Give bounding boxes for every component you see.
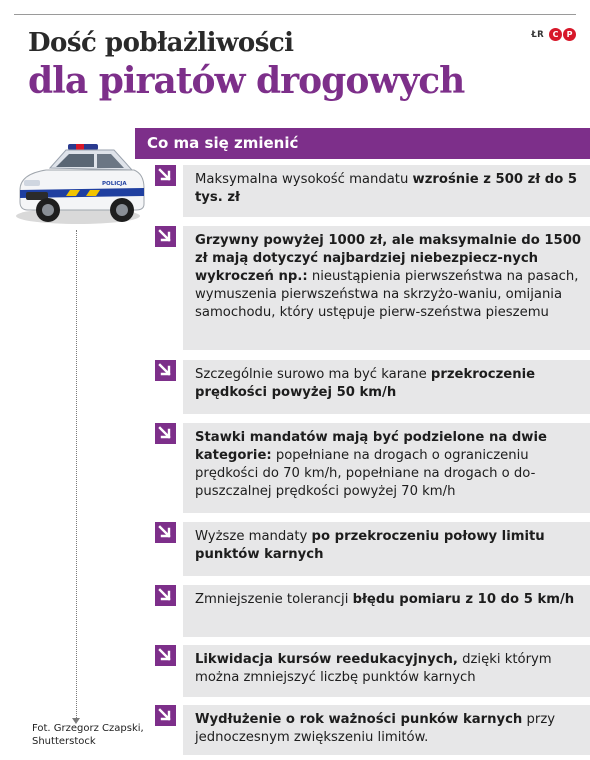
cp-logo-letter-c: C — [549, 28, 562, 41]
arrow-down-right-icon — [155, 522, 176, 543]
item-text-bold: błędu pomiaru z 10 do 5 km/h — [352, 592, 575, 607]
car-door-label: POLICJA — [102, 181, 127, 187]
item-panel — [183, 423, 590, 513]
item-panel — [183, 165, 590, 217]
item-text-bold: Grzywny powyżej 1000 zł, ale maksymalnie do 1500 zł mają dotyczyć najbardziej niebezpiecz-nych wykroczeń np.: — [195, 233, 582, 284]
item-text: przy jednoczesnym zwiększeniu limitów. — [195, 712, 556, 745]
item-text: popełniane na drogach o ograniczeniu prędkości do 70 km/h, popełniane na drogach o do-puszczalnej prędkości powyżej 70 km/h — [195, 448, 536, 499]
item-text: Szczególnie surowo ma być karane — [195, 367, 431, 382]
arrow-down-right-icon — [155, 165, 176, 186]
title-line-2: dla piratów drogowych — [28, 60, 465, 102]
item-panel — [183, 585, 590, 637]
photo-credit-line-2: Shutterstock — [32, 736, 96, 747]
cp-logo-letter-p: P — [563, 28, 576, 41]
item-text: Maksymalna wysokość mandatu — [195, 172, 413, 187]
item-panel — [183, 226, 590, 350]
author-initials: ŁR — [531, 29, 544, 40]
item-text-bold: Stawki mandatów mają być podzielone na dwie kategorie: — [195, 430, 547, 463]
item-text: dzięki którym można zmniejszyć liczbę punktów karnych — [195, 652, 552, 685]
arrow-down-right-icon — [155, 360, 176, 381]
item-text-bold: przekroczenie prędkości powyżej 50 km/h — [195, 367, 536, 400]
arrow-down-right-icon — [155, 645, 176, 666]
arrow-down-right-icon — [155, 226, 176, 247]
item-panel — [183, 705, 590, 755]
photo-credit-line-1: Fot. Grzegorz Czapski, — [32, 723, 144, 734]
item-panel — [183, 645, 590, 697]
item-panel — [183, 360, 590, 414]
arrow-down-right-icon — [155, 585, 176, 606]
item-panel — [183, 522, 590, 576]
item-text: Zmniejszenie tolerancji — [195, 592, 353, 607]
arrow-down-right-icon — [155, 423, 176, 444]
item-text-bold: po przekroczeniu połowy limitu punktów karnych — [195, 529, 545, 562]
item-text-bold: Likwidacja kursów reedukacyjnych, — [195, 652, 458, 667]
arrow-down-right-icon — [155, 705, 176, 726]
item-text-bold: wzrośnie z 500 zł do 5 tys. zł — [195, 172, 578, 205]
item-text: nieustąpienia pierwszeństwa na pasach, wymuszenia pierwszeństwa na skrzyżo-waniu, omijania samochodu, który ustępuje pierw-szeństwa pieszemu — [195, 269, 579, 320]
item-text: Wyższe mandaty — [195, 529, 312, 544]
section-header: Co ma się zmienić — [135, 128, 590, 159]
item-text-bold: Wydłużenie o rok ważności punków karnych — [195, 712, 523, 727]
title-line-1: Dość pobłażliwości — [28, 28, 294, 58]
